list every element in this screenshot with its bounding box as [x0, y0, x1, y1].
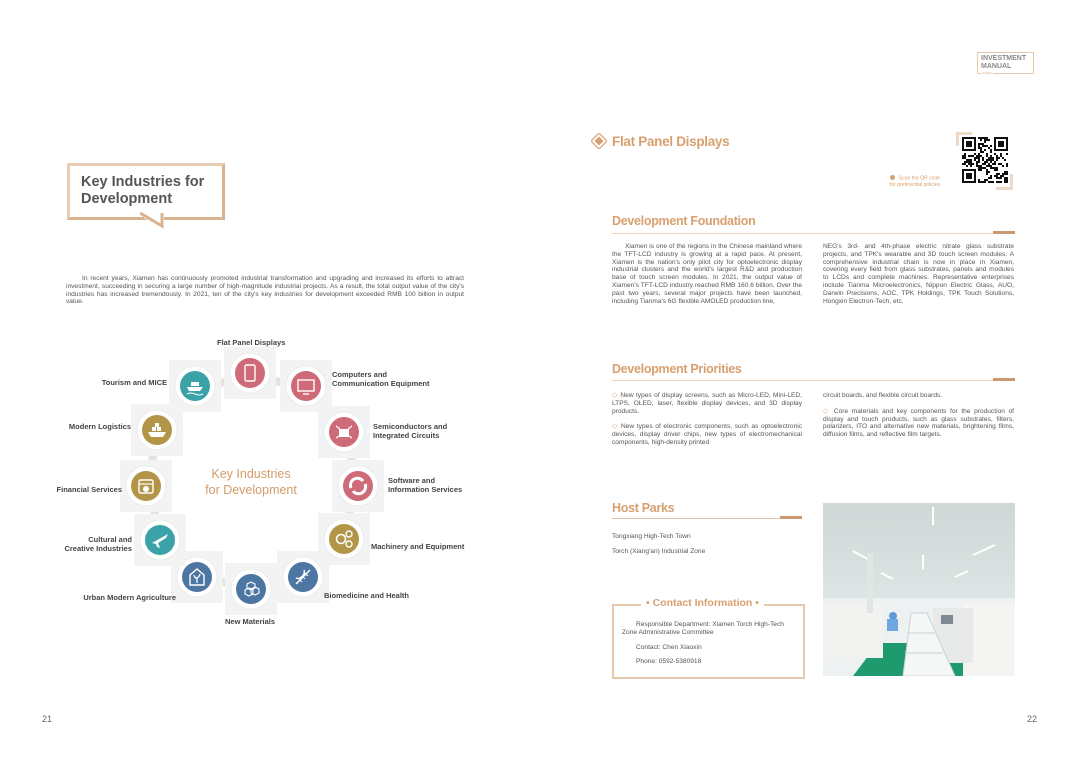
divider: [612, 380, 1014, 381]
industry-label-line: Financial Services: [56, 485, 122, 494]
wheel-center-title: [184, 466, 318, 498]
industry-label: [373, 423, 447, 440]
industry-node: [134, 514, 186, 566]
industry-label: [102, 379, 167, 388]
badge-line-1: INVESTMENT: [981, 55, 1027, 62]
page-number-left: 21: [42, 714, 53, 724]
industry-label-line: Semiconductors and: [373, 422, 448, 431]
industry-label: [332, 371, 430, 388]
industry-label-line: New Materials: [225, 617, 276, 626]
industry-node: [120, 460, 172, 512]
foundation-col-2: NEG's 3rd- and 4th-phase electric nitrate glass substrate projects, and TPK's wearable and 3D touch screen modules. A comprehensive industrial chain is now in place in Xiamen, covering every field from glass substrates, panels and modules to LCDs and complete machines. Representative enterprises include Tianma Microelectronics, Nippon Electric Glass, AUO, Darwin Precisions, AOC, TPK Holdings, TPK Touch Solutions, Hongxin Electron-Tech, etc.: [823, 243, 1014, 305]
industry-label: [83, 594, 176, 603]
section-title: Flat Panel Displays: [612, 134, 730, 149]
industry-label: [388, 477, 462, 494]
industry-label-line: Machinery and Equipment: [371, 542, 465, 551]
foundation-col-1: Xiamen is one of the regions in the Chinese mainland where the TFT-LCD industry is growing at a rapid pace. At present, Xiamen is the nation's only pilot city for optoelectronic display industrial clusters and the world's largest R&D and production base of touch screen modules. In 2021, the output value of Xiamen's TFT-LCD industry reached RMB 160.6 billion. Over the past two years, several major projects have been launched, including Tianma's 6G flexible AMOLED production line,: [612, 243, 802, 305]
development-foundation-title: Development Foundation: [612, 214, 756, 228]
industry-node: [277, 551, 329, 603]
wheel-center-line-2: for Development: [205, 483, 297, 497]
host-park-item: Tongxiang High-Tech Town: [612, 533, 691, 540]
industry-node: [280, 360, 332, 412]
priority-item-continued: circuit boards, and flexible circuit boards.: [823, 392, 943, 399]
priority-item: ◇ New types of electronic components, such as optoelectronic devices, display driver chips, new types of electromechanical components, high-density printed: [612, 423, 803, 446]
industry-label-line: Creative Industries: [64, 543, 132, 553]
priorities-col-2: [823, 392, 1014, 439]
industry-label-line: Computers and: [332, 370, 388, 379]
industry-label-line: Cultural and: [88, 535, 132, 544]
divider-accent: [993, 378, 1015, 381]
badge-subtitle: XIAMEN: [982, 72, 992, 75]
development-priorities-title: Development Priorities: [612, 362, 742, 376]
industry-label-line: Tourism and MICE: [101, 378, 167, 387]
page-title: [81, 174, 204, 208]
title-line-2: Development: [81, 191, 173, 207]
priority-item: ◇ New types of display screens, such as Micro-LED, Mini-LED, LTPS, OLED, laser, flexible display devices, and 3D display products.: [612, 392, 802, 415]
industry-node: [318, 406, 370, 458]
priority-item: ◇ Core materials and key components for the production of display and touch products, such as glass substrates, filters, polarizers, ITO and alternative new materials, brightening films, diffusion films, and reflective film targets.: [823, 407, 1014, 439]
industry-label-line: Modern Logistics: [68, 422, 131, 431]
industry-label: [324, 592, 409, 601]
industry-label: [225, 618, 275, 627]
qr-code[interactable]: [962, 137, 1008, 183]
industry-label-line: Urban Modern Agriculture: [83, 593, 176, 602]
priorities-col-1: [612, 392, 802, 447]
contact-department: Responsible Department: Xiamen Torch High-Tech Zone Administrative Committee: [622, 621, 784, 636]
industry-node: [224, 347, 276, 399]
diamond-bullet-icon: ◇: [612, 392, 621, 399]
contact-title: • Contact Information •: [641, 597, 764, 609]
contact-phone[interactable]: Phone: 0592-5380918: [636, 658, 702, 665]
industry-label: [57, 486, 122, 495]
intro-paragraph: In recent years, Xiamen has continuously promoted industrial transformation and upgrading and increased its efforts to attract investment, succeeding in securing a large number of high-magnitude industrial projects. As a result, the total output value of the city's industries has increased tremendously. In 2021, ten of the city's key industries for development exceeded RMB 100 billion in output value.: [66, 275, 464, 306]
industry-node: [169, 360, 221, 412]
contact-person: Contact: Chen Xiaoxin: [636, 644, 702, 651]
industry-label: [371, 543, 464, 552]
divider: [612, 518, 802, 519]
diamond-bullet-icon: ◇: [823, 407, 834, 415]
host-parks-title: Host Parks: [612, 501, 675, 515]
divider-accent: [780, 516, 802, 519]
diamond-icon: [591, 133, 607, 149]
badge-line-2: MANUAL: [981, 63, 1012, 70]
page-number-right: 22: [1027, 714, 1038, 724]
divider: [612, 233, 1014, 234]
industry-label: [217, 339, 285, 348]
industry-node: [225, 563, 277, 615]
industry-label-line: Communication Equipment: [332, 378, 430, 388]
industry-label-line: Integrated Circuits: [373, 430, 440, 440]
diamond-bullet-icon: ◇: [612, 423, 621, 431]
arrow-circle-icon: [890, 175, 895, 180]
industry-label-line: Biomedicine and Health: [324, 591, 410, 600]
qr-caption: [890, 175, 940, 188]
title-line-1: Key Industries for: [81, 174, 205, 190]
industry-label-line: Software and: [388, 476, 436, 485]
industry-label-line: Information Services: [388, 484, 463, 494]
contact-box: [612, 604, 805, 679]
wheel-center-line-1: Key Industries: [211, 467, 291, 481]
qr-caption-line-2: for preferential policies: [890, 181, 941, 188]
qr-caption-line-1: Scan the QR code: [899, 175, 940, 182]
industry-label-line: Flat Panel Displays: [217, 338, 286, 347]
factory-photo: [823, 503, 1015, 676]
industry-label: [64, 536, 132, 553]
industry-node: [332, 460, 384, 512]
investment-manual-badge: [977, 52, 1034, 74]
host-park-item: Torch (Xiang'an) Industrial Zone: [612, 548, 706, 555]
bubble-tail: [140, 212, 164, 230]
divider-accent: [993, 231, 1015, 234]
industry-label: [69, 423, 131, 432]
